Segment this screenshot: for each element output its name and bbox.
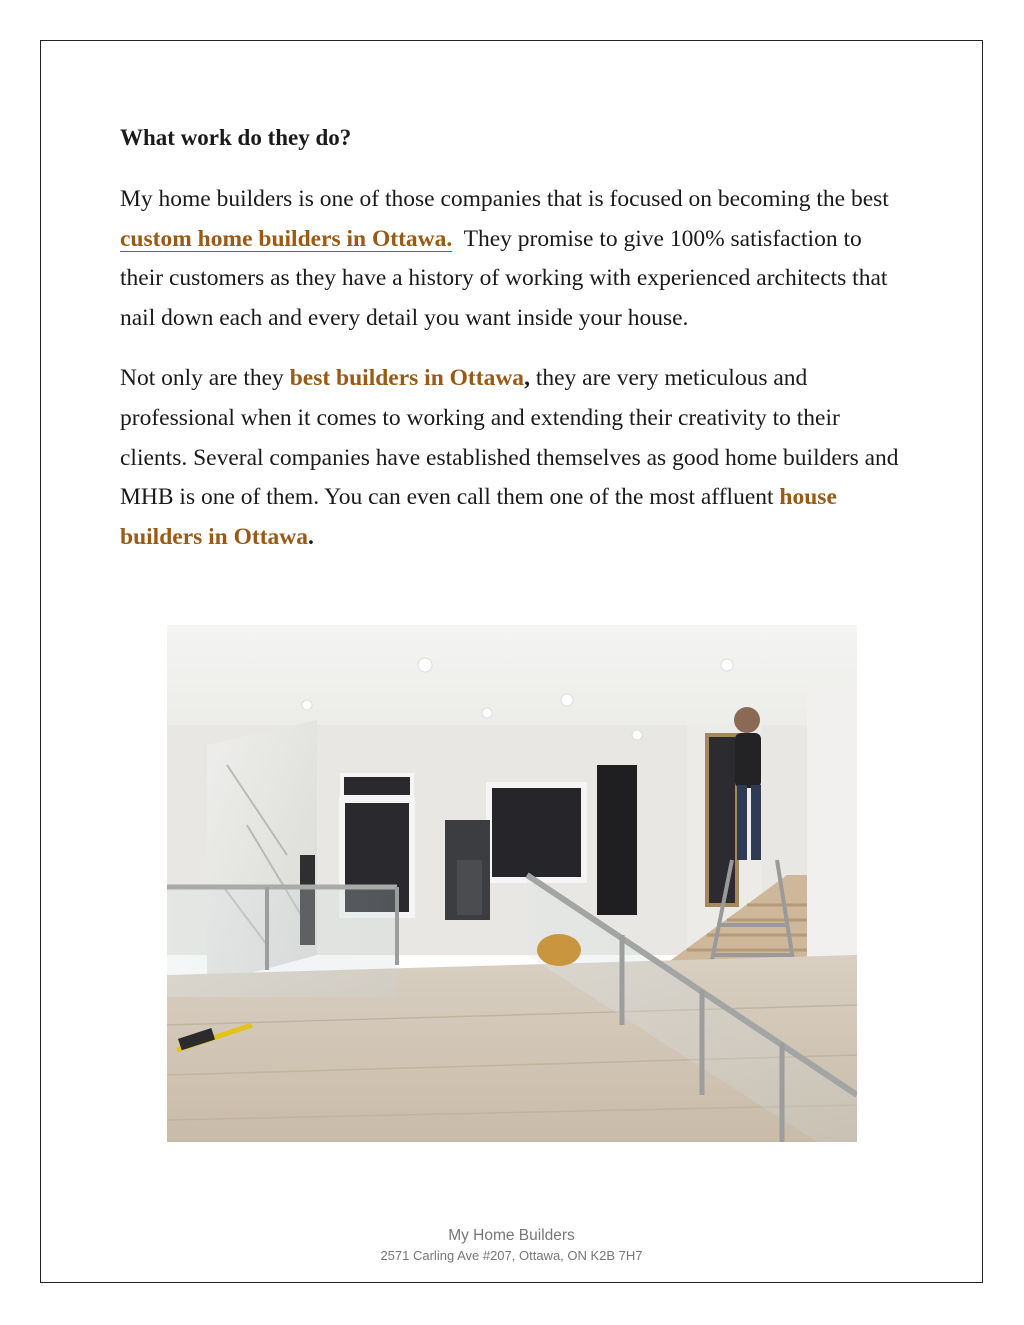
custom-home-builders-link[interactable]: custom home builders in Ottawa. — [120, 225, 453, 252]
comma: , — [524, 365, 530, 392]
paragraph-intro-text-end: They promise to give 100% satisfaction to their customers as they have a history of working with experienced architects that nail down each and every detail you want inside your house. — [120, 225, 894, 331]
paragraph-intro — [120, 180, 910, 338]
best-builders-keyword: best builders in Ottawa — [289, 365, 525, 392]
document-body — [120, 118, 910, 578]
footer-address: 2571 Carling Ave #207, Ottawa, ON K2B 7H7 — [380, 1248, 643, 1263]
footer-company-name: My Home Builders — [448, 1227, 575, 1244]
paragraph-details — [120, 359, 910, 557]
house-builders-keyword: house builders in Ottawa — [120, 484, 837, 550]
paragraph-details-text-middle: they are very meticulous and professional when it comes to working and extending their creativity to their clients. Several companies have established themselves as good home builders and MHB is one of them. You can even call them one of the most affluent — [120, 365, 899, 511]
paragraph-intro-text-start: My home builders is one of those companies that is focused on becoming the best — [120, 186, 889, 212]
paragraph-details-text-start: Not only are they — [120, 365, 290, 392]
interior-construction-photo — [167, 625, 857, 1142]
section-heading: What work do they do? — [120, 125, 352, 150]
period: . — [308, 523, 314, 550]
